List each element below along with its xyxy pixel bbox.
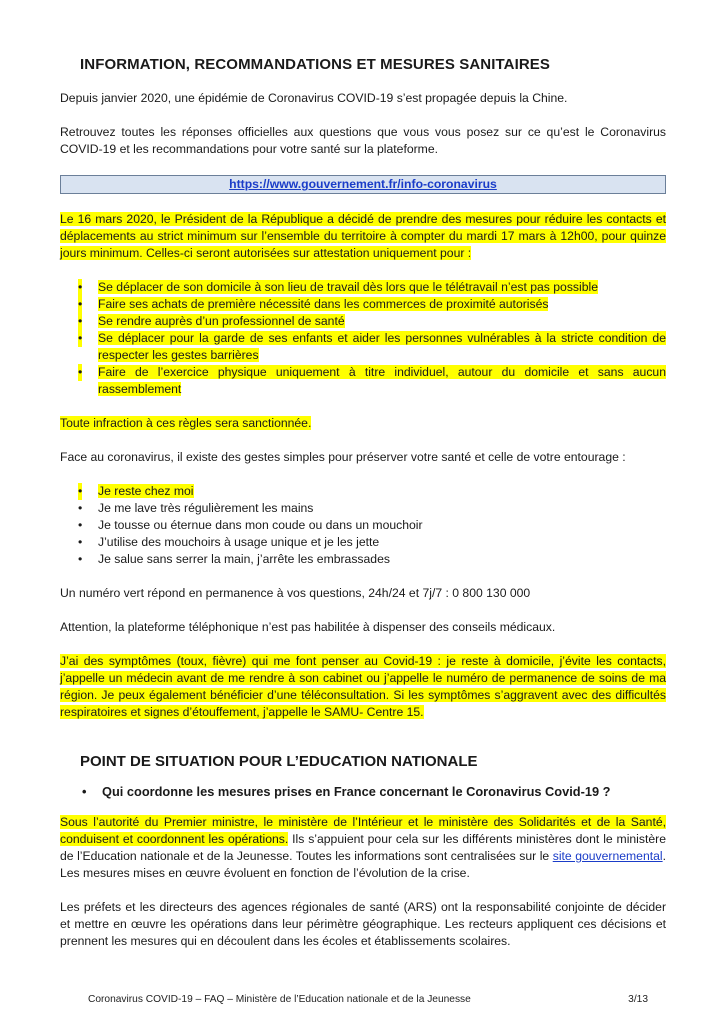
government-site-link[interactable]: site gouvernemental xyxy=(552,849,663,863)
bullet-icon: • xyxy=(78,518,83,532)
bullet-icon: • xyxy=(82,784,87,799)
bullet-icon: • xyxy=(78,297,83,311)
paragraph-epidemic: Depuis janvier 2020, une épidémie de Coronavirus COVID-19 s’est propagée depuis la Chine. xyxy=(60,91,568,105)
paragraph-platform: Retrouvez toutes les réponses officielles aux questions que vous vous posez sur ce qu’est le Coronavirus COVID-19 et les recommandations pour votre santé sur la plateforme. xyxy=(60,125,666,156)
paragraph-hotline: Un numéro vert répond en permanence à vos questions, 24h/24 et 7j/7 : 0 800 130 000 xyxy=(60,586,531,600)
list-item: • Je tousse ou éternue dans mon coude ou dans un mouchoir xyxy=(78,518,423,532)
page-footer xyxy=(88,994,648,1005)
footer-text: Coronavirus COVID-19 – FAQ – Ministère de l’Education nationale et de la Jeunesse xyxy=(88,994,471,1005)
list-item: • Se déplacer pour la garde de ses enfants et aider les personnes vulnérables à la stricte condition de respecter les gestes barrières xyxy=(78,331,666,362)
paragraph-symptoms: J’ai des symptômes (toux, fièvre) qui me font penser au Covid-19 : je reste à domicile, j’évite les contacts, j’appelle un médecin avant de me rendre à son cabinet ou j’appelle le numéro de permanence de soins de ma région. Je peux également bénéficier d’une téléconsultation. Si les symptômes s’aggravent avec des difficultés respiratoires et signes d’étouffement, j’appelle le SAMU- Centre 15. xyxy=(60,654,666,719)
section-heading-education: POINT DE SITUATION POUR L’EDUCATION NATIONALE xyxy=(80,753,478,770)
bullet-icon: • xyxy=(78,331,83,345)
government-link[interactable]: https://www.gouvernement.fr/info-coronavirus xyxy=(229,177,497,191)
list-item: • Se déplacer de son domicile à son lieu de travail dès lors que le télétravail n’est pas possible xyxy=(78,280,598,294)
highlighted-text: Le 16 mars 2020, le Président de la République a décidé de prendre des mesures pour réduire les contacts et déplacements au strict minimum sur l’ensemble du territoire à compter du mardi 17 mars à 12h00, pour quinze jours minimum. Celles-ci seront autorisées sur attestation uniquement pour : xyxy=(60,212,666,260)
bullet-icon: • xyxy=(78,535,83,549)
bullet-icon: • xyxy=(78,552,83,566)
bullet-icon: • xyxy=(78,280,83,294)
bullet-icon: • xyxy=(78,484,83,498)
authorized-trips-list xyxy=(60,279,666,398)
paragraph-coordination: Sous l’autorité du Premier ministre, le ministère de l’Intérieur et le ministère des Solidarités et de la Santé, conduisent et coordonnent les opérations. Ils s’appuient pour cela sur les différents ministères dont le ministère de l’Education nationale et de la Jeunesse. Toutes les informations sont centralisées sur le site gouvernemental. Les mesures mises en œuvre évoluent en fonction de l’évolution de la crise. xyxy=(60,815,666,880)
paragraph-president-measures xyxy=(60,211,666,262)
list-item: • Se rendre auprès d’un professionnel de santé xyxy=(78,314,345,328)
barrier-gestures-list xyxy=(60,483,666,568)
list-item: • Je me lave très régulièrement les mains xyxy=(78,501,314,515)
paragraph-gestures-intro: Face au coronavirus, il existe des gestes simples pour préserver votre santé et celle de votre entourage : xyxy=(60,450,626,464)
section-heading-information: INFORMATION, RECOMMANDATIONS ET MESURES SANITAIRES xyxy=(80,56,550,73)
bullet-icon: • xyxy=(78,501,83,515)
paragraph-prefects: Les préfets et les directeurs des agences régionales de santé (ARS) ont la responsabilité conjointe de décider et mettre en œuvre les opérations dans leur périmètre géographique. Les recteurs appliquent ces décisions et prennent les mesures qui en découlent dans les écoles et établissements scolaires. xyxy=(60,900,666,948)
list-item: • J’utilise des mouchoirs à usage unique et je les jette xyxy=(78,535,380,549)
list-item: • Je salue sans serrer la main, j’arrête les embrassades xyxy=(78,552,390,566)
bullet-icon: • xyxy=(78,365,83,379)
faq-question: • Qui coordonne les mesures prises en France concernant le Coronavirus Covid-19 ? xyxy=(82,784,611,799)
bullet-icon: • xyxy=(78,314,83,328)
list-item: • Faire de l’exercice physique uniquement à titre individuel, autour du domicile et sans aucun rassemblement xyxy=(78,365,666,396)
page-number: 3/13 xyxy=(628,994,648,1005)
link-box xyxy=(60,175,666,194)
page-content xyxy=(60,56,666,967)
list-item: • Je reste chez moi xyxy=(78,484,194,498)
paragraph-infraction: Toute infraction à ces règles sera sanctionnée. xyxy=(60,416,312,430)
paragraph-medical-warning: Attention, la plateforme téléphonique n’est pas habilitée à dispenser des conseils médicaux. xyxy=(60,620,556,634)
list-item: • Faire ses achats de première nécessité dans les commerces de proximité autorisés xyxy=(78,297,549,311)
